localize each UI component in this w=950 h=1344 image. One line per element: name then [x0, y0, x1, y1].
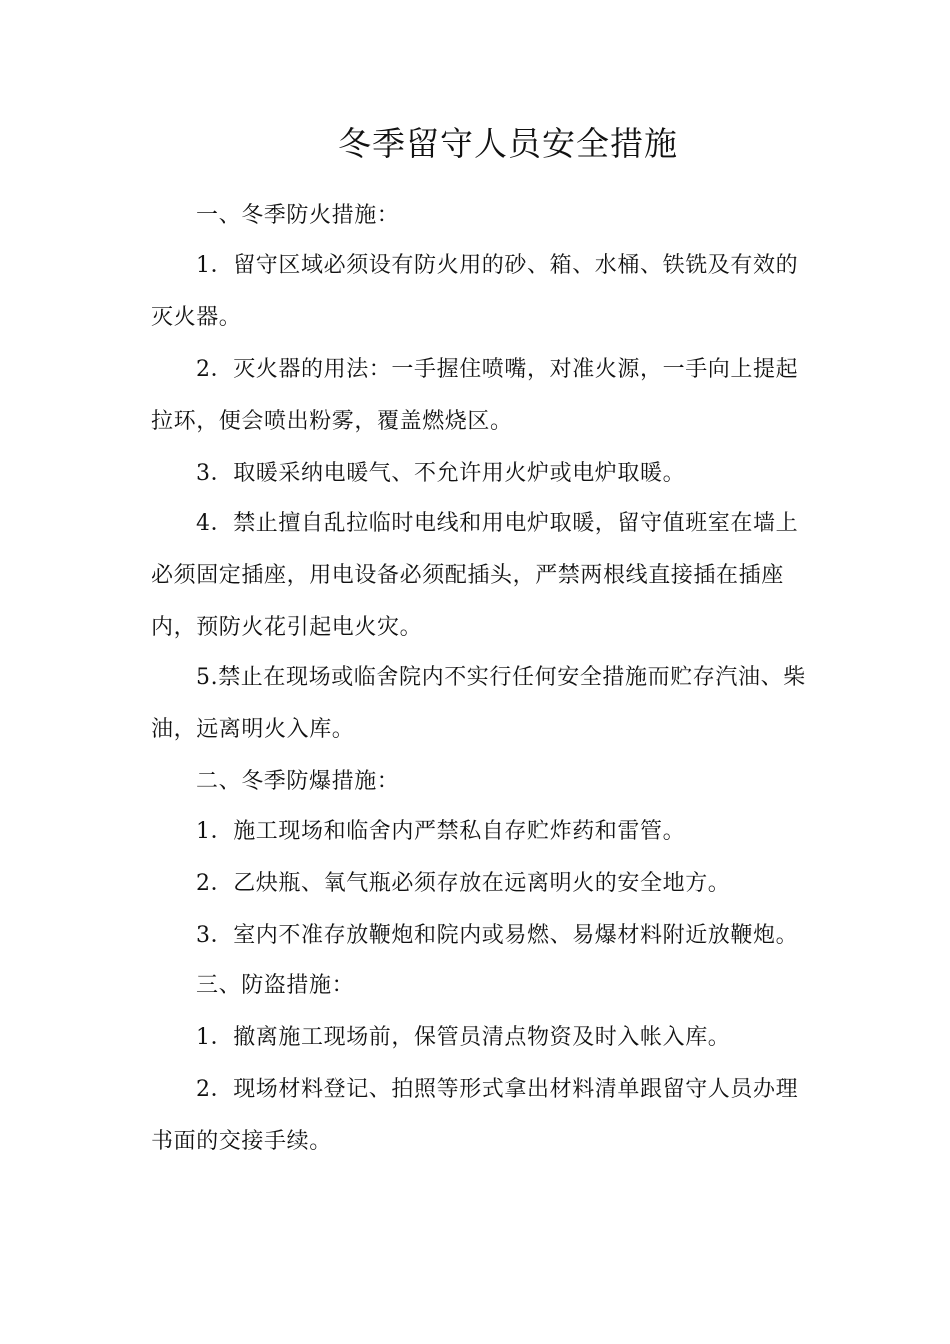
fire-item-4-line-1: 4．禁止擅自乱拉临时电线和用电炉取暖，留守值班室在墙上 [196, 511, 799, 536]
theft-item-2-line-2: 书面的交接手续。 [151, 1129, 332, 1154]
theft-item-1: 1．撤离施工现场前，保管员清点物资及时入帐入库。 [196, 1025, 731, 1050]
section-heading-explosion: 二、冬季防爆措施： [196, 769, 400, 794]
explosion-item-2: 2．乙炔瓶、氧气瓶必须存放在远离明火的安全地方。 [196, 871, 731, 896]
explosion-item-1: 1．施工现场和临舍内严禁私自存贮炸药和雷管。 [196, 819, 686, 844]
fire-item-3-line-1: 3．取暖采纳电暖气、不允许用火炉或电炉取暖。 [196, 461, 686, 486]
theft-item-2-line-1: 2．现场材料登记、拍照等形式拿出材料清单跟留守人员办理 [196, 1077, 799, 1102]
section-heading-fire: 一、冬季防火措施： [196, 203, 400, 228]
fire-item-5-line-1: 5.禁止在现场或临舍院内不实行任何安全措施而贮存汽油、柴 [196, 665, 806, 690]
fire-item-2-line-2: 拉环，便会喷出粉雾，覆盖燃烧区。 [151, 409, 513, 434]
document-title: 冬季留守人员安全措施 [338, 124, 678, 163]
section-heading-theft: 三、防盗措施： [196, 973, 355, 998]
explosion-item-3: 3．室内不准存放鞭炮和院内或易燃、易爆材料附近放鞭炮。 [196, 923, 799, 948]
fire-item-1-line-1: 1．留守区域必须设有防火用的砂、箱、水桶、铁铣及有效的 [196, 253, 799, 278]
fire-item-4-line-3: 内，预防火花引起电火灾。 [151, 615, 423, 640]
fire-item-5-line-2: 油，远离明火入库。 [151, 717, 355, 742]
fire-item-2-line-1: 2．灭火器的用法：一手握住喷嘴，对准火源，一手向上提起 [196, 357, 799, 382]
fire-item-1-line-2: 灭火器。 [151, 305, 242, 330]
fire-item-4-line-2: 必须固定插座，用电设备必须配插头，严禁两根线直接插在插座 [151, 563, 784, 588]
